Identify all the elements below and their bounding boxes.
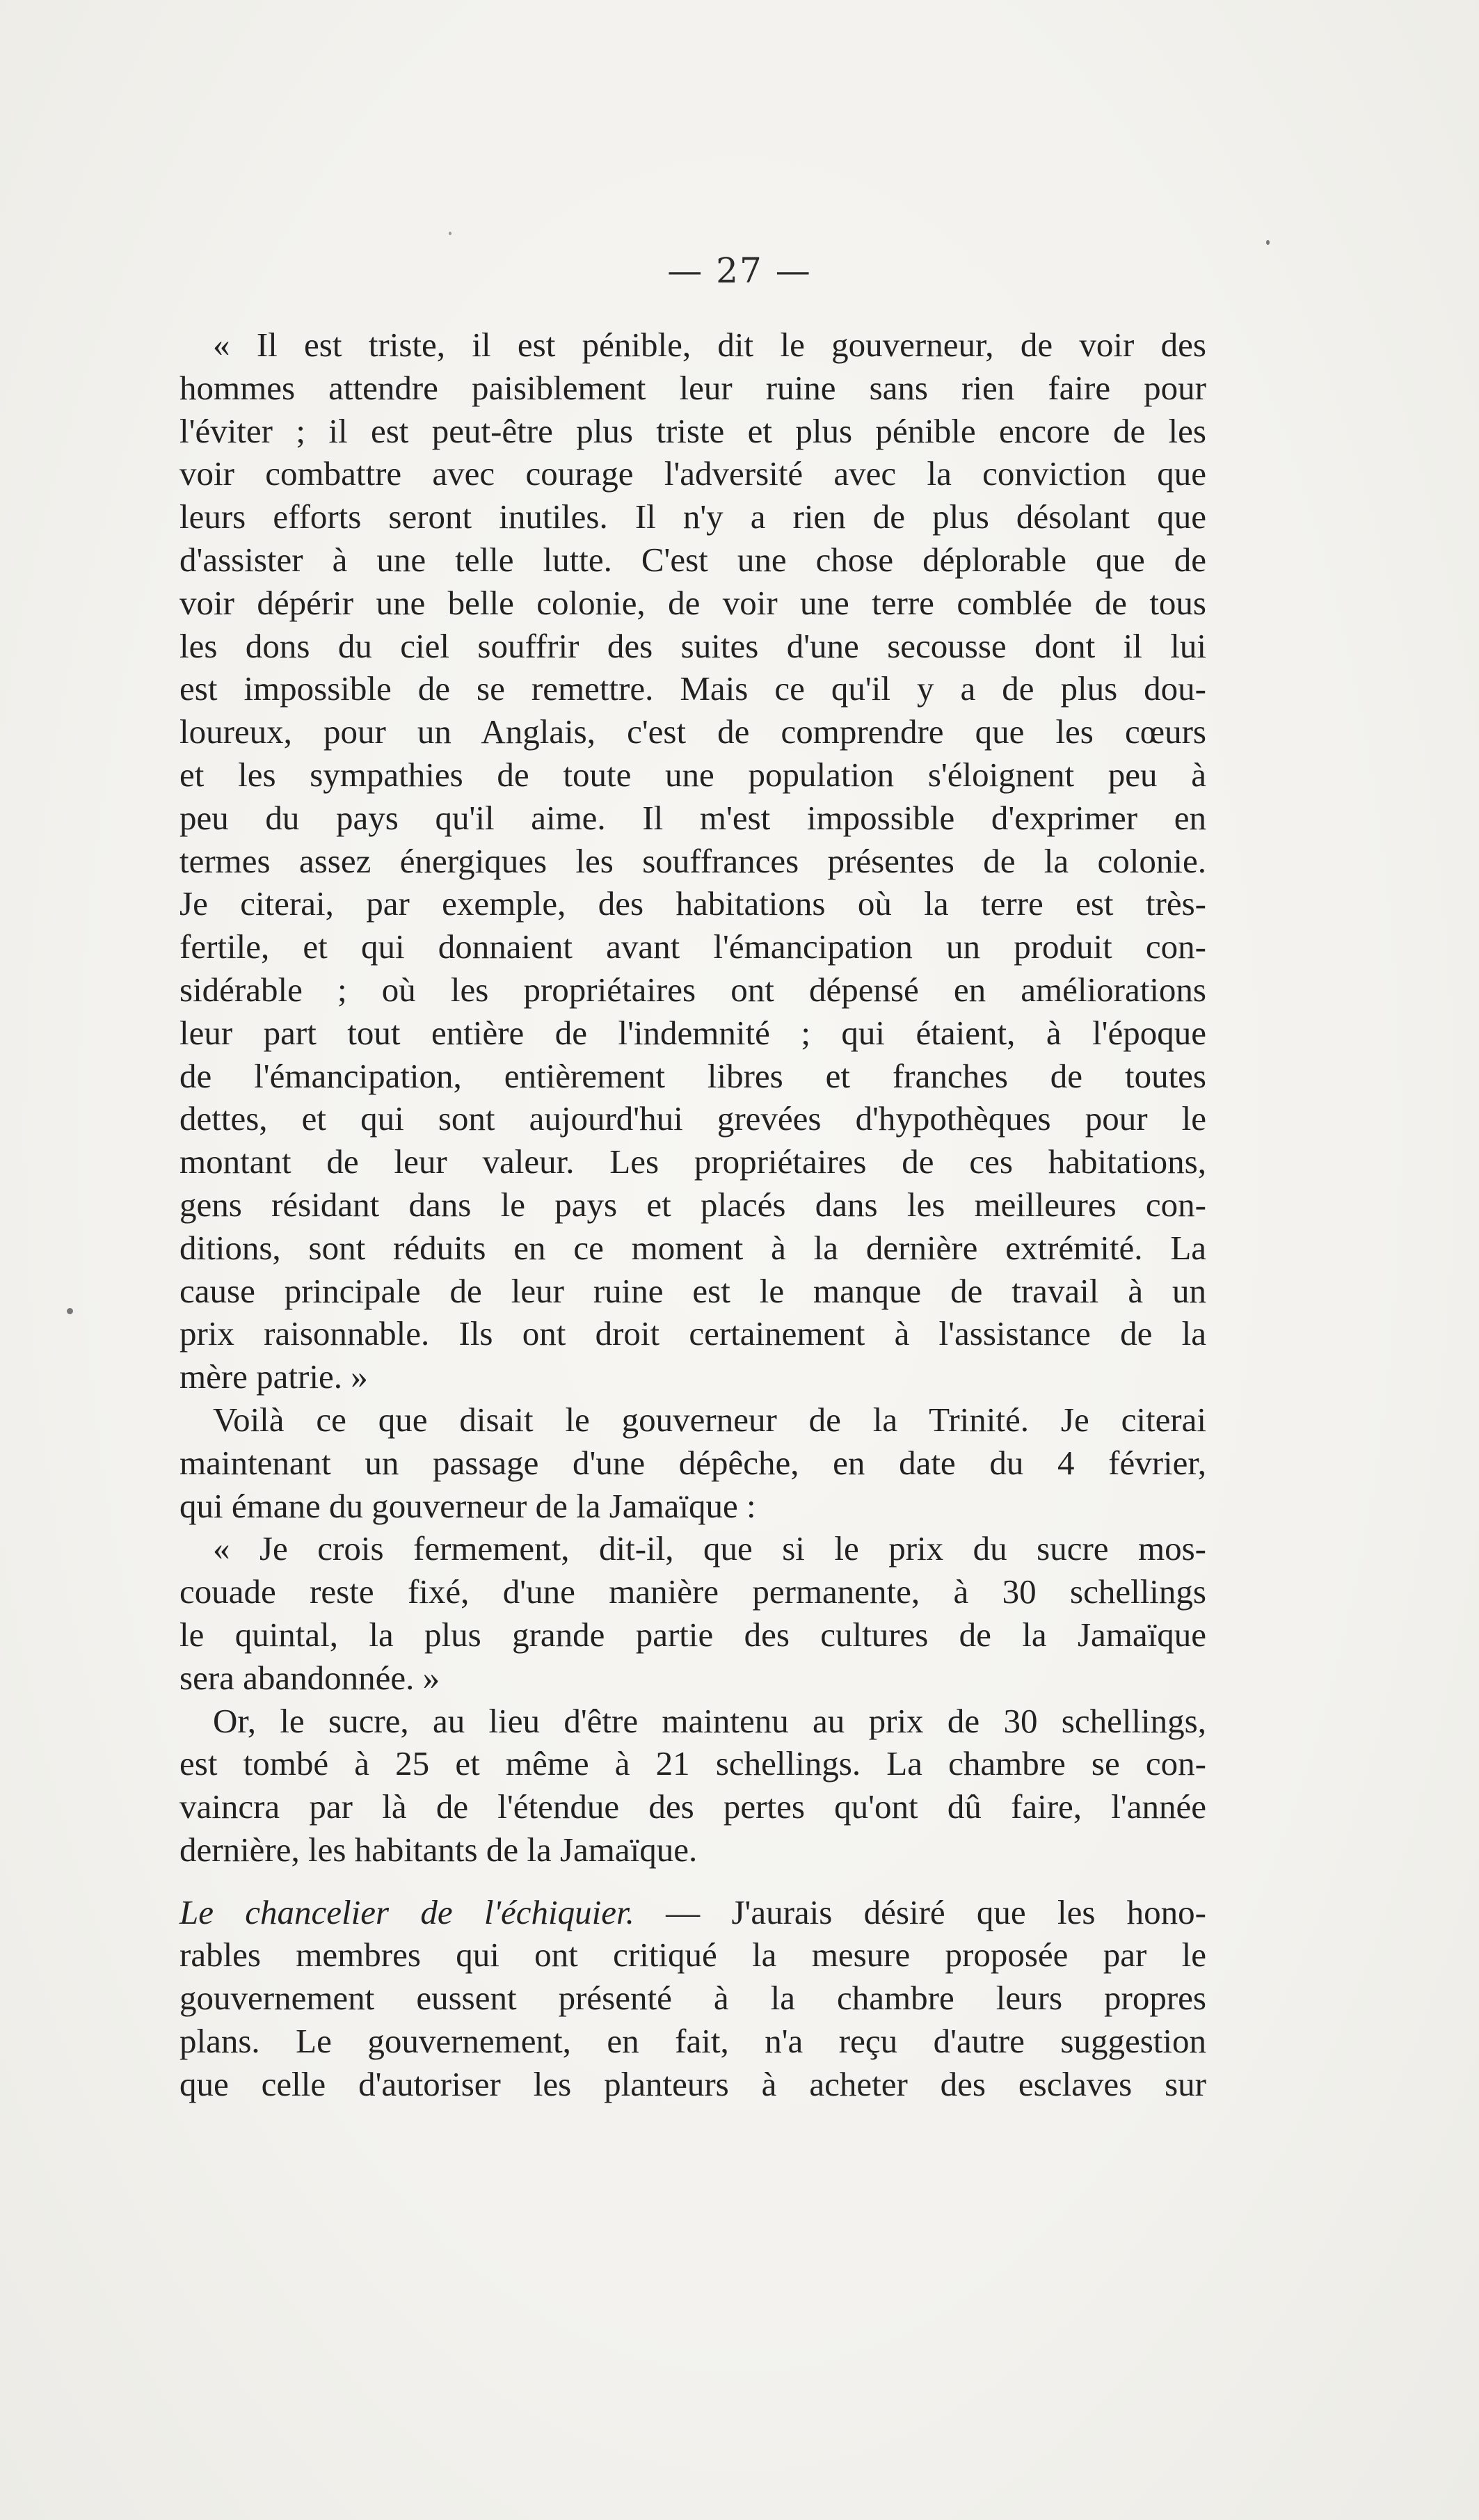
text-line: plans. Le gouvernement, en fait, n'a reçu d'autre suggestion	[179, 2022, 1206, 2061]
text-line: Je citerai, par exemple, des habitations où la terre est très-	[179, 884, 1206, 923]
paragraph-jamaica-quote	[179, 1527, 1206, 1699]
text-line: mère patrie. »	[179, 1357, 368, 1396]
text-line	[179, 1891, 1206, 1934]
text-line: Or, le sucre, au lieu d'être maintenu au prix de 30 schellings,	[213, 1701, 1206, 1740]
text-line: et les sympathies de toute une population s'éloignent peu à	[179, 755, 1206, 794]
text-line: est impossible de se remettre. Mais ce qu'il y a de plus dou-	[179, 669, 1206, 708]
text-line: maintenant un passage d'une dépêche, en date du 4 février,	[179, 1443, 1206, 1482]
paper-speck	[67, 1308, 73, 1314]
text-line: peu du pays qu'il aime. Il m'est impossible d'exprimer en	[179, 798, 1206, 837]
text-line: est tombé à 25 et même à 21 schellings. La chambre se con-	[179, 1744, 1206, 1783]
text-line: montant de leur valeur. Les propriétaires de ces habitations,	[179, 1142, 1206, 1181]
paragraph-gap	[179, 1872, 1206, 1891]
paragraph-trinidad-jamaica	[179, 1398, 1206, 1527]
text-line: dettes, et qui sont aujourd'hui grevées d'hypothèques pour le	[179, 1099, 1206, 1138]
text-line: couade reste fixé, d'une manière permanente, à 30 schellings	[179, 1572, 1206, 1611]
text-line: gens résidant dans le pays et placés dans les meilleures con-	[179, 1185, 1206, 1224]
text-line: de l'émancipation, entièrement libres et franches de toutes	[179, 1056, 1206, 1095]
text-line: les dons du ciel souffrir des suites d'une secousse dont il lui	[179, 626, 1206, 665]
paper-speck	[449, 232, 451, 235]
text-line: cause principale de leur ruine est le manque de travail à un	[179, 1271, 1206, 1310]
text-line: leur part tout entière de l'indemnité ; qui étaient, à l'époque	[179, 1013, 1206, 1052]
text-line: voir combattre avec courage l'adversité avec la conviction que	[179, 454, 1206, 493]
text-line: que celle d'autoriser les planteurs à acheter des esclaves sur	[179, 2064, 1206, 2103]
page-number: — 27 —	[667, 250, 812, 291]
speaker-line-text: — J'aurais désiré que les hono-	[634, 1892, 1207, 1931]
body-text	[179, 324, 1206, 2106]
paragraph-governor-trinidad-quote	[179, 324, 1206, 1398]
text-line: leurs efforts seront inutiles. Il n'y a rien de plus désolant que	[179, 497, 1206, 536]
text-line: voir dépérir une belle colonie, de voir une terre comblée de tous	[179, 583, 1206, 622]
text-line: « Il est triste, il est pénible, dit le gouverneur, de voir des	[213, 326, 1206, 364]
text-line: hommes attendre paisiblement leur ruine sans rien faire pour	[179, 368, 1206, 407]
text-line: sera abandonnée. »	[179, 1658, 440, 1697]
text-line: fertile, et qui donnaient avant l'émancipation un produit con-	[179, 927, 1206, 966]
text-line: d'assister à une telle lutte. C'est une chose déplorable que de	[179, 540, 1206, 579]
paragraph-sugar-price	[179, 1700, 1206, 1872]
text-line: qui émane du gouverneur de la Jamaïque :	[179, 1486, 756, 1525]
text-line: le quintal, la plus grande partie des cultures de la Jamaïque	[179, 1615, 1206, 1654]
text-line: gouvernement eussent présenté à la chambre leurs propres	[179, 1979, 1206, 2018]
text-line: prix raisonnable. Ils ont droit certainement à l'assistance de la	[179, 1314, 1206, 1353]
text-line: Voilà ce que disait le gouverneur de la Trinité. Je citerai	[213, 1400, 1206, 1439]
speaker-name: Le chancelier de l'échiquier.	[179, 1892, 634, 1931]
paper-speck	[1266, 240, 1270, 245]
text-line: ditions, sont réduits en ce moment à la dernière extrémité. La	[179, 1228, 1206, 1267]
text-line: rables membres qui ont critiqué la mesure proposée par le	[179, 1936, 1206, 1975]
text-line: termes assez énergiques les souffrances présentes de la colonie.	[179, 841, 1206, 880]
text-line: vaincra par là de l'étendue des pertes qu'ont dû faire, l'année	[179, 1787, 1206, 1826]
text-line: loureux, pour un Anglais, c'est de comprendre que les cœurs	[179, 712, 1206, 751]
paragraph-chancellor	[179, 1891, 1206, 2106]
text-line: sidérable ; où les propriétaires ont dépensé en améliorations	[179, 970, 1206, 1009]
text-line: « Je crois fermement, dit-il, que si le prix du sucre mos-	[213, 1529, 1206, 1568]
text-line: dernière, les habitants de la Jamaïque.	[179, 1830, 698, 1869]
text-line: l'éviter ; il est peut-être plus triste et plus pénible encore de les	[179, 411, 1206, 450]
